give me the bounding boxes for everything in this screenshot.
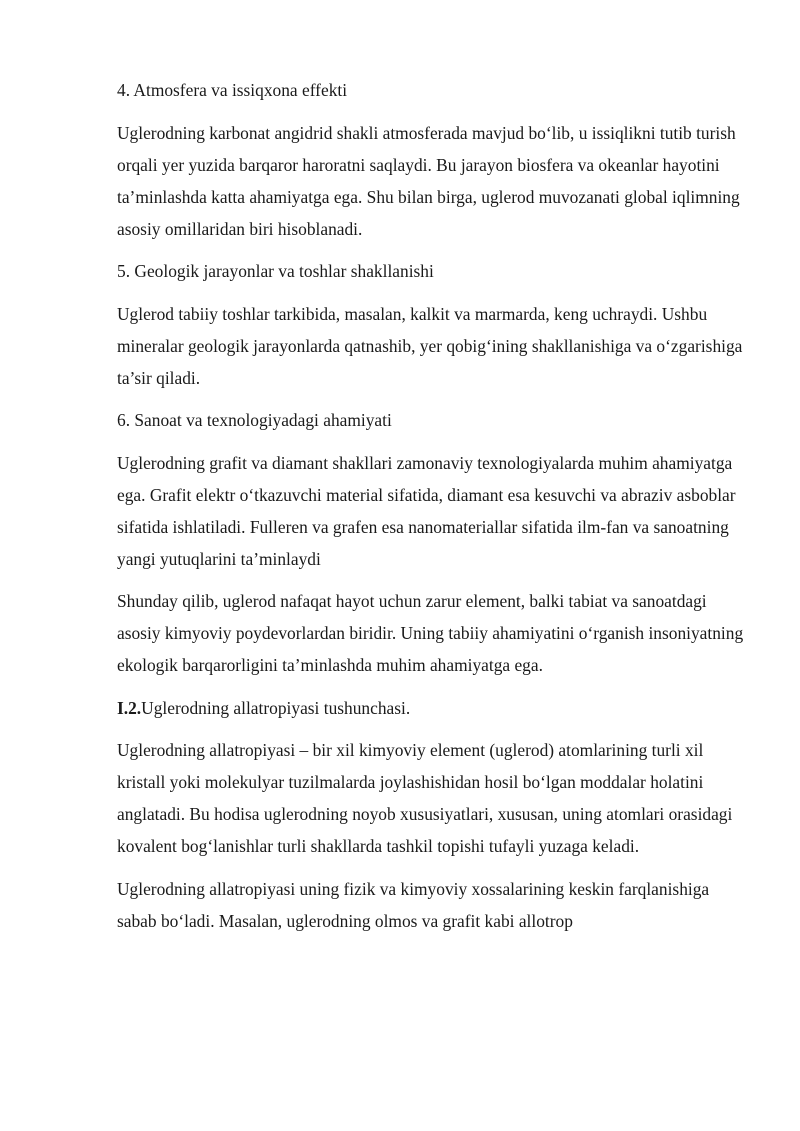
section-title: Uglerodning allatropiyasi tushunchasi. [141, 697, 411, 718]
paragraph-atmosphere: Uglerodning karbonat angidrid shakli atmosferada mavjud bo‘lib, u issiqlikni tutib turish orqali yer yuzida barqaror haroratni saqlaydi. Bu jarayon biosfera va okeanlar hayotini ta’minlashda katta ahamiyatga ega. Shu bilan birga, uglerod muvozanati global iqlimning asosiy omillaridan biri hisoblanadi. [117, 122, 740, 239]
document-body [117, 74, 753, 947]
section-number: I.2. [117, 697, 142, 718]
paragraph-allotropy-definition: Uglerodning allatropiyasi – bir xil kimyoviy element (uglerod) atomlarining turli xil kristall yoki molekulyar tuzilmalarda joylashishidan hosil bo‘lgan moddalar holatini anglatadi. Bu hodisa uglerodning noyob xususiyatlari, xususan, uning atomlari orasidagi kovalent bog‘lanishlar turli shakllarda tashkil topishi tufayli yuzaga keladi. [117, 740, 733, 856]
paragraph-industry: Uglerodning grafit va diamant shakllari zamonaviy texnologiyalarda muhim ahamiyatga ega. Grafit elektr o‘tkazuvchi material sifatida, diamant esa kesuvchi va abraziv asboblar sifatida ishlatiladi. Fulleren va grafen esa nanomateriallar sifatida ilm-fan va sanoatning yangi yutuqlarini ta’minlaydi [117, 452, 736, 569]
heading-atmosphere: 4. Atmosfera va issiqxona effekti [117, 80, 348, 100]
section-heading [117, 692, 753, 724]
paragraph-geology: Uglerod tabiiy toshlar tarkibida, masalan, kalkit va marmarda, keng uchraydi. Ushbu mineralar geologik jarayonlarda qatnashib, yer qobig‘ining shakllanishiga va o‘zgarishiga ta’sir qiladi. [117, 303, 743, 388]
paragraph-allotropy-properties: Uglerodning allatropiyasi uning fizik va kimyoviy xossalarining keskin farqlanishiga sabab bo‘ladi. Masalan, uglerodning olmos va grafit kabi allotrop [117, 878, 710, 931]
heading-geology: 5. Geologik jarayonlar va toshlar shakllanishi [117, 261, 434, 281]
paragraph-conclusion: Shunday qilib, uglerod nafaqat hayot uchun zarur element, balki tabiat va sanoatdagi asosiy kimyoviy poydevorlardan biridir. Uning tabiiy ahamiyatini o‘rganish insoniyatning ekologik barqarorligini ta’minlashda muhim ahamiyatga ega. [117, 591, 744, 675]
heading-industry: 6. Sanoat va texnologiyadagi ahamiyati [117, 410, 392, 430]
